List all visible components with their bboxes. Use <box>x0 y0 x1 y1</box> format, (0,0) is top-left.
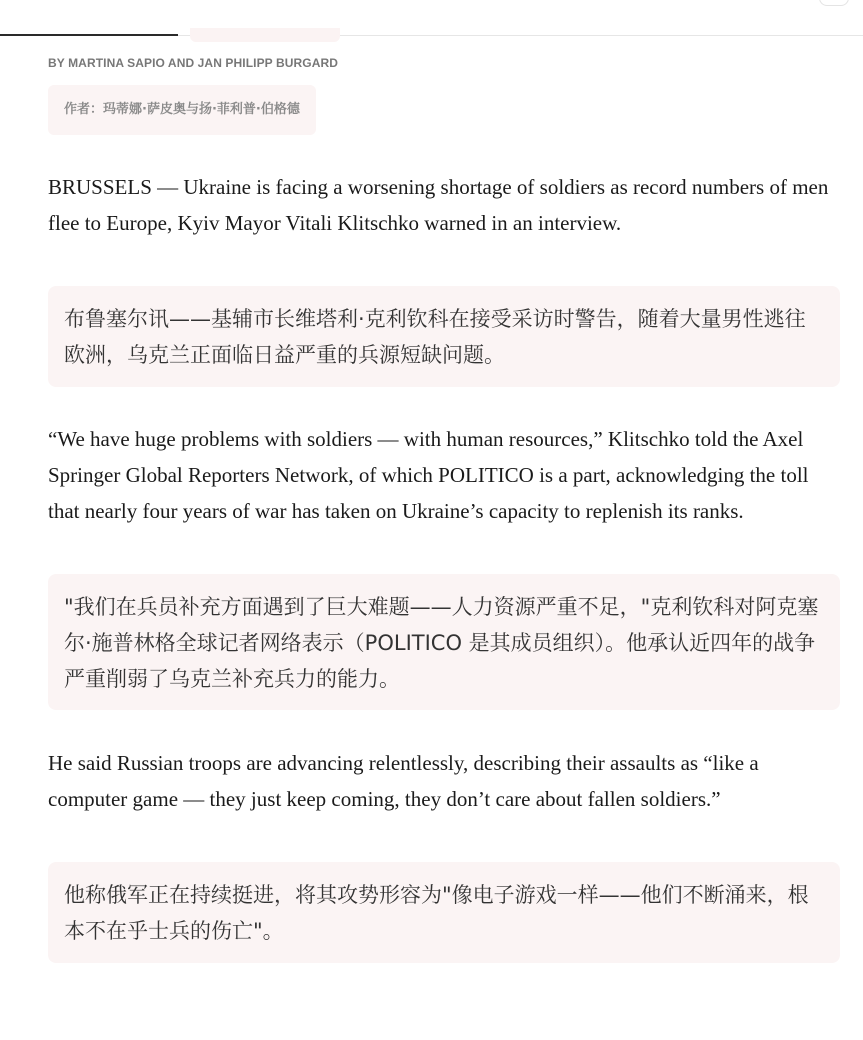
article-paragraph-1: BRUSSELS — Ukraine is facing a worsening shortage of soldiers as record numbers of men flee to Europe, Kyiv Mayor Vitali Klitschko warned in an interview. <box>48 175 829 235</box>
byline-translation: 作者：玛蒂娜·萨皮奥与扬·菲利普·伯格德 <box>48 85 316 135</box>
active-tab-indicator <box>0 34 178 36</box>
article-paragraph-2: “We have huge problems with soldiers — with human resources,” Klitschko told the Axel Springer Global Reporters Network, of which POLITICO is a part, acknowledging the toll that nearly four years of war has taken on Ukraine’s capacity to replenish its ranks. <box>48 427 809 523</box>
translation-paragraph-1: 布鲁塞尔讯——基辅市长维塔利·克利钦科在接受采访时警告，随着大量男性逃往欧洲，乌克兰正面临日益严重的兵源短缺问题。 <box>48 286 840 387</box>
article-paragraph-3: He said Russian troops are advancing relentlessly, describing their assaults as “like a computer game — they just keep coming, they don’t care about fallen soldiers.” <box>48 751 759 811</box>
byline: BY MARTINA SAPIO AND JAN PHILIPP BURGARD <box>48 56 339 70</box>
translation-paragraph-2: "我们在兵员补充方面遇到了巨大难题——人力资源严重不足，"克利钦科对阿克塞尔·施普林格全球记者网络表示（POLITICO 是其成员组织）。他承认近四年的战争严重削弱了乌克兰补充兵力的能力。 <box>48 574 840 710</box>
previous-translation-box-edge <box>190 28 340 42</box>
top-right-control[interactable] <box>819 0 849 6</box>
translation-paragraph-3: 他称俄军正在持续挺进，将其攻势形容为"像电子游戏一样——他们不断涌来，根本不在乎士兵的伤亡"。 <box>48 862 840 963</box>
